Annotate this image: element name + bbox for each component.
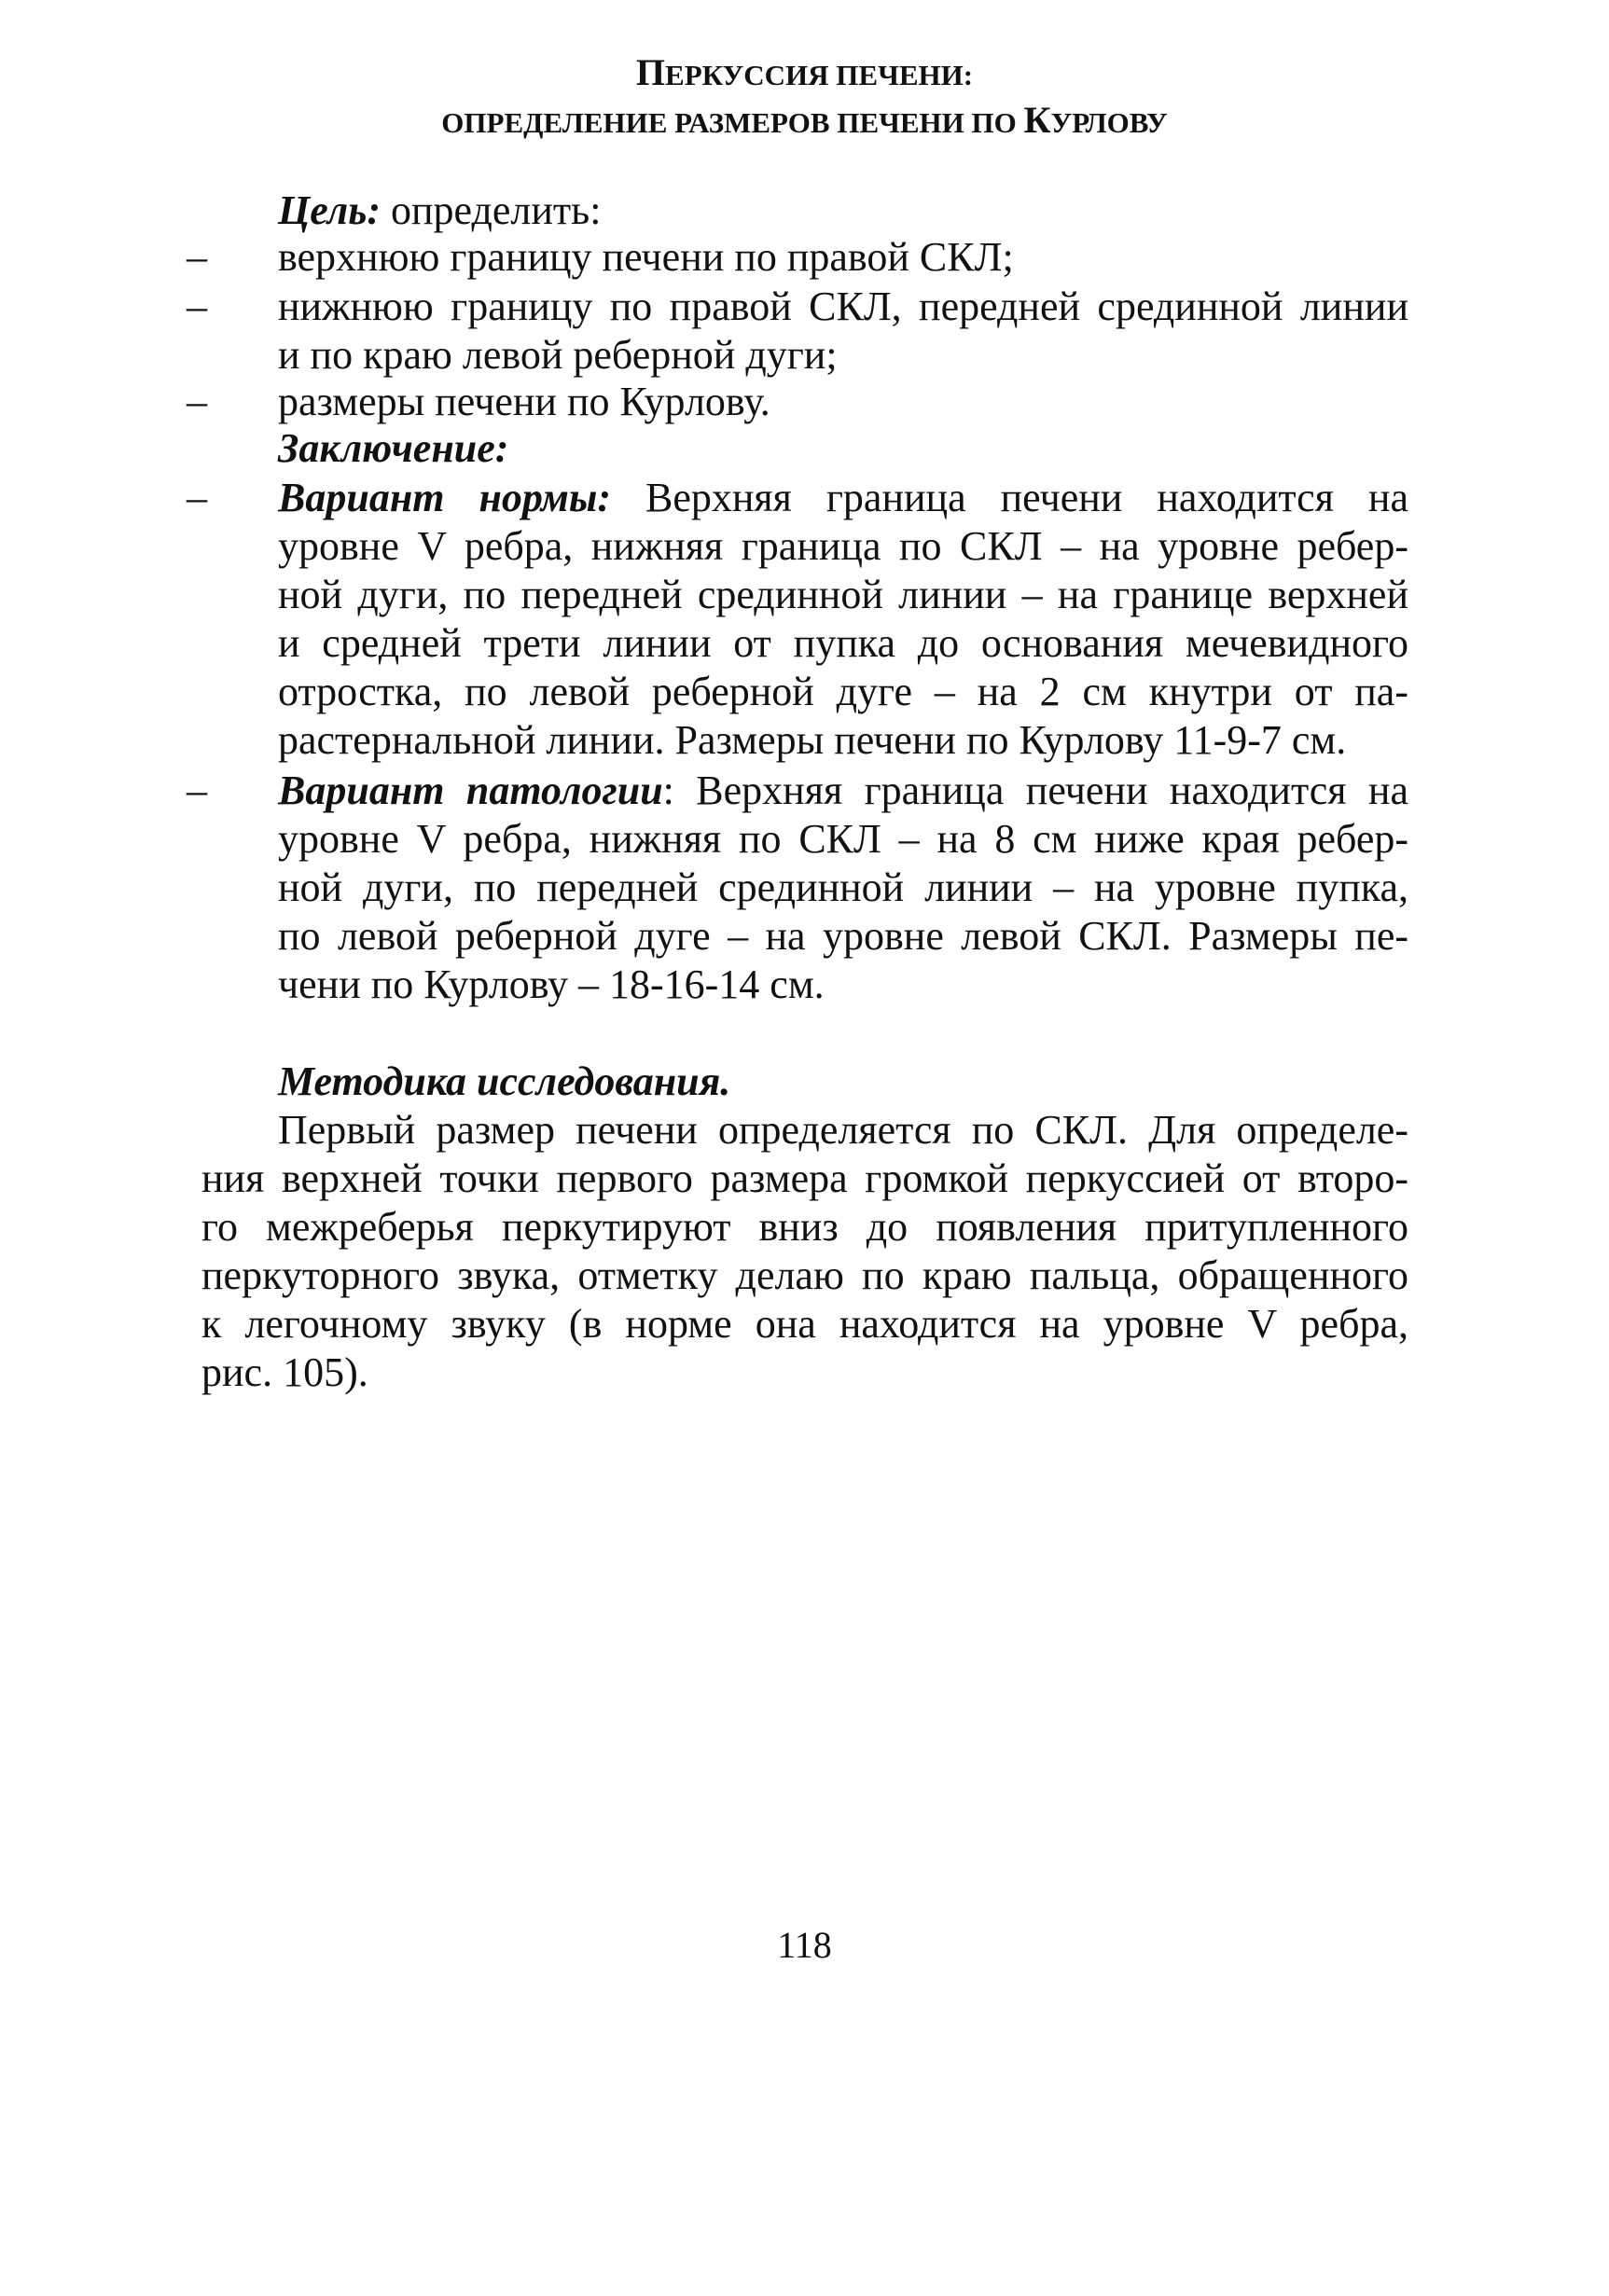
pathology-text: : Верхняя граница печени находится на	[662, 768, 1408, 813]
title-rest: ЕРКУССИЯ ПЕЧЕНИ:	[665, 59, 974, 91]
subtitle-start: ОПРЕДЕЛЕНИЕ РАЗМЕРОВ ПЕЧЕНИ ПО	[441, 106, 1024, 139]
norm-line: и средней трети линии от пупка до основания мечевидного	[278, 620, 1408, 666]
page-subtitle	[187, 96, 1422, 147]
method-line: к легочному звуку (в норме она находится на уровне V ребра,	[201, 1301, 1408, 1347]
norm-label: Вариант нормы:	[278, 475, 612, 520]
norm-line: ной дуги, по передней срединной линии – на границе верхней	[278, 572, 1408, 617]
bullet-dash: –	[187, 234, 207, 280]
pathology-line	[278, 767, 1408, 815]
bullet-dash: –	[187, 379, 207, 424]
norm-text: Верхняя граница печени находится на	[611, 475, 1408, 520]
goal-text: определить:	[381, 187, 602, 233]
method-line: перкуторного звука, отметку делаю по краю пальца, обращенного	[201, 1252, 1408, 1298]
pathology-label: Вариант патологии	[278, 768, 663, 813]
method-heading: Методика исследования.	[278, 1058, 731, 1104]
goal-item: размеры печени по Курлову.	[278, 379, 770, 424]
norm-line: уровне V ребра, нижняя граница по СКЛ – на уровне ребер-	[278, 523, 1408, 569]
pathology-line: чени по Курлову – 18-16-14 см.	[278, 961, 825, 1007]
page-title	[187, 48, 1422, 100]
norm-line	[278, 474, 1408, 522]
title-initial: П	[635, 51, 666, 93]
norm-line: растернальной линии. Размеры печени по Курлову 11-9-7 см.	[278, 717, 1347, 763]
bullet-dash: –	[187, 475, 207, 520]
method-line: ния верхней точки первого размера громкой перкуссией от второ-	[201, 1155, 1408, 1201]
subtitle-rest: УРЛОВУ	[1050, 106, 1168, 139]
pathology-line: ной дуги, по передней срединной линии – на уровне пупка,	[278, 864, 1408, 910]
goal-item: нижнюю границу по правой СКЛ, передней срединной линии	[278, 284, 1408, 329]
method-line: рис. 105).	[201, 1349, 368, 1395]
page-number: 118	[777, 1924, 832, 1966]
goal-label: Цель:	[278, 187, 381, 233]
goal-line	[278, 187, 601, 235]
norm-line: отростка, по левой реберной дуге – на 2 см кнутри от па-	[278, 669, 1408, 714]
goal-item: верхнюю границу печени по правой СКЛ;	[278, 234, 1014, 280]
bullet-dash: –	[187, 284, 207, 329]
subtitle-initial: К	[1023, 99, 1051, 141]
method-line: Первый размер печени определяется по СКЛ. Для определе-	[278, 1107, 1408, 1153]
goal-item-continuation: и по краю левой реберной дуги;	[278, 332, 838, 378]
method-line: го межреберья перкутируют вниз до появления притупленного	[201, 1204, 1408, 1250]
pathology-line: по левой реберной дуге – на уровне левой СКЛ. Размеры пе-	[278, 913, 1408, 959]
pathology-line: уровне V ребра, нижняя по СКЛ – на 8 см ниже края ребер-	[278, 816, 1408, 862]
bullet-dash: –	[187, 768, 207, 813]
conclusion-label: Заключение:	[278, 425, 509, 471]
